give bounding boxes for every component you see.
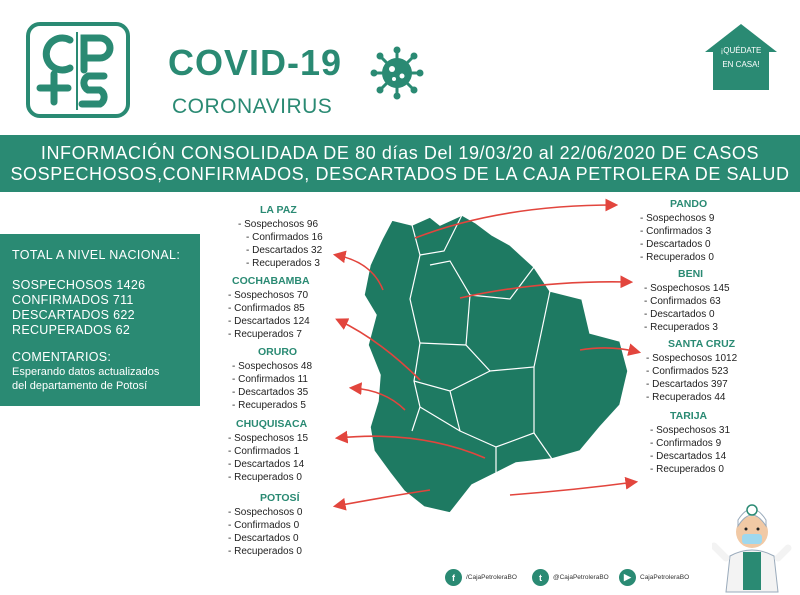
dept-row: - Descartados 0	[640, 239, 711, 250]
dept-row: - Recuperados 5	[232, 400, 306, 411]
comments-line2: del departamento de Potosí	[12, 380, 148, 392]
dept-name: COCHABAMBA	[232, 275, 310, 287]
dept-row: - Recuperados 0	[228, 472, 302, 483]
dept-row: - Confirmados 0	[228, 520, 300, 531]
dept-row: - Descartados 397	[646, 379, 728, 390]
dept-name: ORURO	[258, 346, 298, 358]
comments-heading: COMENTARIOS:	[12, 350, 112, 364]
dept-row: - Sospechosos 9	[640, 213, 715, 224]
arrow-la-paz	[336, 255, 383, 290]
dept-beni	[644, 268, 730, 334]
dept-row: - Descartados 35	[232, 387, 309, 398]
dept-row: - Descartados 124	[228, 316, 310, 327]
dept-row: - Confirmados 63	[644, 296, 721, 307]
dept-row: - Recuperados 44	[646, 392, 726, 403]
dept-row: - Confirmados 11	[232, 374, 308, 385]
facebook-link[interactable]	[445, 569, 517, 586]
dept-tarija	[650, 410, 730, 476]
national-confirmed: CONFIRMADOS 711	[12, 293, 134, 307]
dept-row: - Recuperados 0	[650, 464, 724, 475]
dept-row: - Sospechosos 1012	[646, 353, 738, 364]
dept-row: - Descartados 14	[650, 451, 727, 462]
dept-pando	[640, 198, 715, 264]
dept-name: LA PAZ	[260, 204, 297, 216]
dept-row: - Descartados 32	[246, 245, 323, 256]
twitter-link[interactable]	[532, 569, 609, 586]
banner-line1: INFORMACIÓN CONSOLIDADA DE 80 días Del 19/03/20 al 22/06/2020 DE CASOS	[40, 143, 760, 163]
youtube-icon: ▶	[619, 569, 636, 586]
youtube-link[interactable]	[619, 569, 689, 586]
arrow-santa-cruz	[580, 348, 638, 352]
national-discarded: DESCARTADOS 622	[12, 308, 135, 322]
dept-row: - Sospechosos 96	[238, 219, 319, 230]
arrow-beni	[460, 282, 630, 298]
dept-row: - Confirmados 523	[646, 366, 729, 377]
dept-name: POTOSÍ	[260, 492, 300, 504]
dept-row: - Sospechosos 15	[228, 433, 309, 444]
dept-cochabamba	[228, 275, 310, 341]
national-suspected: SOSPECHOSOS 1426	[12, 278, 146, 292]
dept-name: BENI	[678, 268, 704, 280]
dept-row: - Recuperados 0	[640, 252, 714, 263]
arrow-oruro	[352, 388, 405, 410]
dept-row: - Sospechosos 70	[228, 290, 309, 301]
dept-row: - Recuperados 7	[228, 329, 302, 340]
twitter-icon: t	[532, 569, 549, 586]
dept-row: - Sospechosos 145	[644, 283, 730, 294]
dept-row: - Descartados 0	[644, 309, 715, 320]
dept-row: - Descartados 0	[228, 533, 299, 544]
dept-la-paz	[238, 204, 323, 270]
dept-name: CHUQUISACA	[236, 418, 308, 430]
dept-row: - Sospechosos 31	[650, 425, 731, 436]
doctor-mascot	[712, 496, 792, 594]
dept-row: - Confirmados 3	[640, 226, 712, 237]
dept-name: SANTA CRUZ	[668, 338, 736, 350]
arrow-tarija	[510, 482, 635, 495]
dept-oruro	[232, 346, 312, 412]
dept-row: - Confirmados 85	[228, 303, 305, 314]
stay-home-line2: EN CASA!	[722, 60, 760, 69]
dept-row: - Sospechosos 0	[228, 507, 303, 518]
comments-line1: Esperando datos actualizados	[12, 366, 160, 378]
facebook-handle: /CajaPetroleraBO	[466, 574, 517, 581]
dept-row: - Confirmados 1	[228, 446, 300, 457]
youtube-handle: CajaPetroleraBO	[640, 574, 690, 581]
dept-row: - Descartados 14	[228, 459, 305, 470]
dept-row: - Sospechosos 48	[232, 361, 313, 372]
dept-row: - Recuperados 3	[246, 258, 320, 269]
arrow-potosi	[336, 490, 430, 506]
page-title: COVID-19	[168, 42, 343, 83]
facebook-icon: f	[445, 569, 462, 586]
page-subtitle: CORONAVIRUS	[172, 95, 333, 118]
dept-row: - Confirmados 16	[246, 232, 323, 243]
arrow-pando	[415, 205, 615, 238]
dept-row: - Recuperados 0	[228, 546, 302, 557]
arrow-chuquisaca	[338, 436, 485, 458]
dept-name: PANDO	[670, 198, 708, 210]
twitter-handle: @CajaPetroleraBO	[553, 574, 609, 581]
arrow-cochabamba	[338, 320, 420, 380]
dept-potosi	[228, 492, 303, 558]
national-recovered: RECUPERADOS 62	[12, 323, 131, 337]
dept-santa-cruz	[646, 338, 737, 404]
banner-line2: SOSPECHOSOS,CONFIRMADOS, DESCARTADOS DE LA CAJA PETROLERA DE SALUD	[10, 164, 790, 184]
dept-row: - Confirmados 9	[650, 438, 722, 449]
dept-chuquisaca	[228, 418, 308, 484]
national-heading: TOTAL A NIVEL NACIONAL:	[12, 248, 181, 262]
stay-home-line1: ¡QUÉDATE	[720, 46, 762, 55]
dept-name: TARIJA	[670, 410, 708, 422]
dept-row: - Recuperados 3	[644, 322, 718, 333]
